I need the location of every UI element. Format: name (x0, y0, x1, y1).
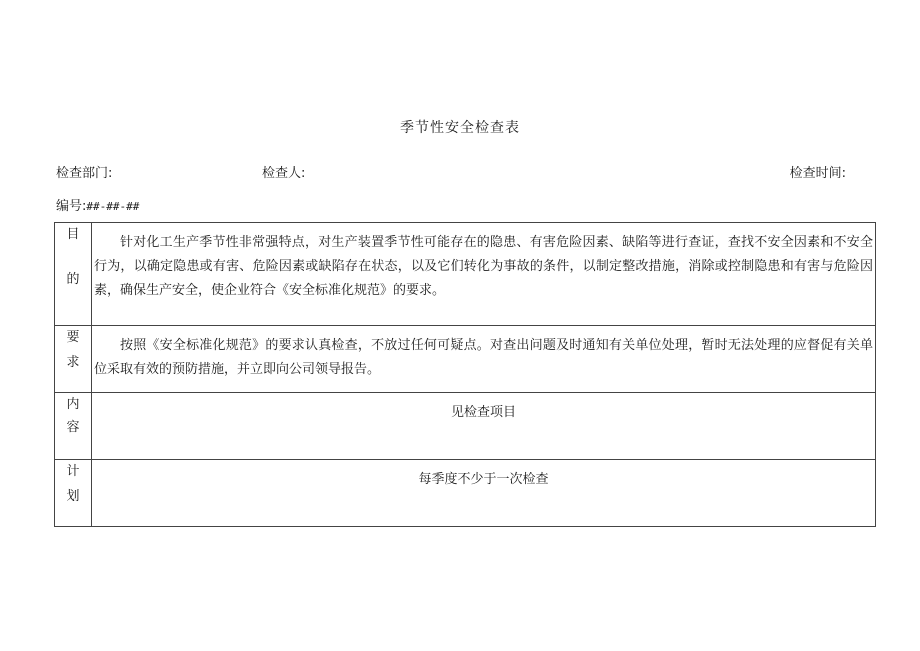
inspection-time-label: 检查时间: (789, 166, 846, 181)
purpose-label-cell (55, 223, 92, 326)
page-title: 季节性安全检查表 (400, 120, 520, 136)
purpose-row (55, 223, 876, 326)
header-meta-row (56, 162, 846, 182)
requirement-text: 按照《安全标准化规范》的要求认真检查，不放过任何可疑点。对查出问题及时通知有关单位处理，暂时无法处理的应督促有关单位采取有效的预防措施，并立即向公司领导报告。 (94, 338, 873, 377)
plan-text: 每季度不少于一次检查 (418, 472, 549, 487)
content-text-cell (92, 393, 876, 460)
inspection-table (54, 222, 876, 527)
purpose-label-char: 目 (66, 227, 80, 242)
content-label-char: 内 (66, 397, 80, 412)
requirement-row (55, 326, 876, 393)
purpose-text: 针对化工生产季节性非常强特点，对生产装置季节性可能存在的隐患、有害危险因素、缺陷等进行查证，查找不安全因素和不安全行为，以确定隐患或有害、危险因素或缺陷存在状态，以及它们转化为事故的条件，以制定整改措施，消除或控制隐患和有害与危险因素，确保生产安全，使企业符合《安全标准化规范》的要求。 (94, 235, 873, 298)
serial-label: 编号: (56, 199, 87, 214)
plan-row (55, 460, 876, 527)
plan-label-char: 计 (66, 464, 80, 479)
purpose-label-char: 的 (66, 272, 80, 287)
department-label: 检查部门: (56, 166, 113, 181)
purpose-text-cell (92, 223, 876, 326)
content-label-cell (55, 393, 92, 460)
plan-text-cell (92, 460, 876, 527)
serial-number-row (56, 195, 139, 214)
content-label-char: 容 (66, 420, 80, 435)
plan-label-cell (55, 460, 92, 527)
plan-label-char: 划 (66, 489, 80, 504)
requirement-text-cell (92, 326, 876, 393)
requirement-label-char: 要 (66, 330, 80, 345)
requirement-label-cell (55, 326, 92, 393)
content-row (55, 393, 876, 460)
serial-value: ##-##-## (86, 200, 140, 213)
content-text: 见检查项目 (450, 405, 516, 420)
requirement-label-char: 求 (66, 355, 80, 370)
inspector-label: 检查人: (262, 166, 306, 181)
